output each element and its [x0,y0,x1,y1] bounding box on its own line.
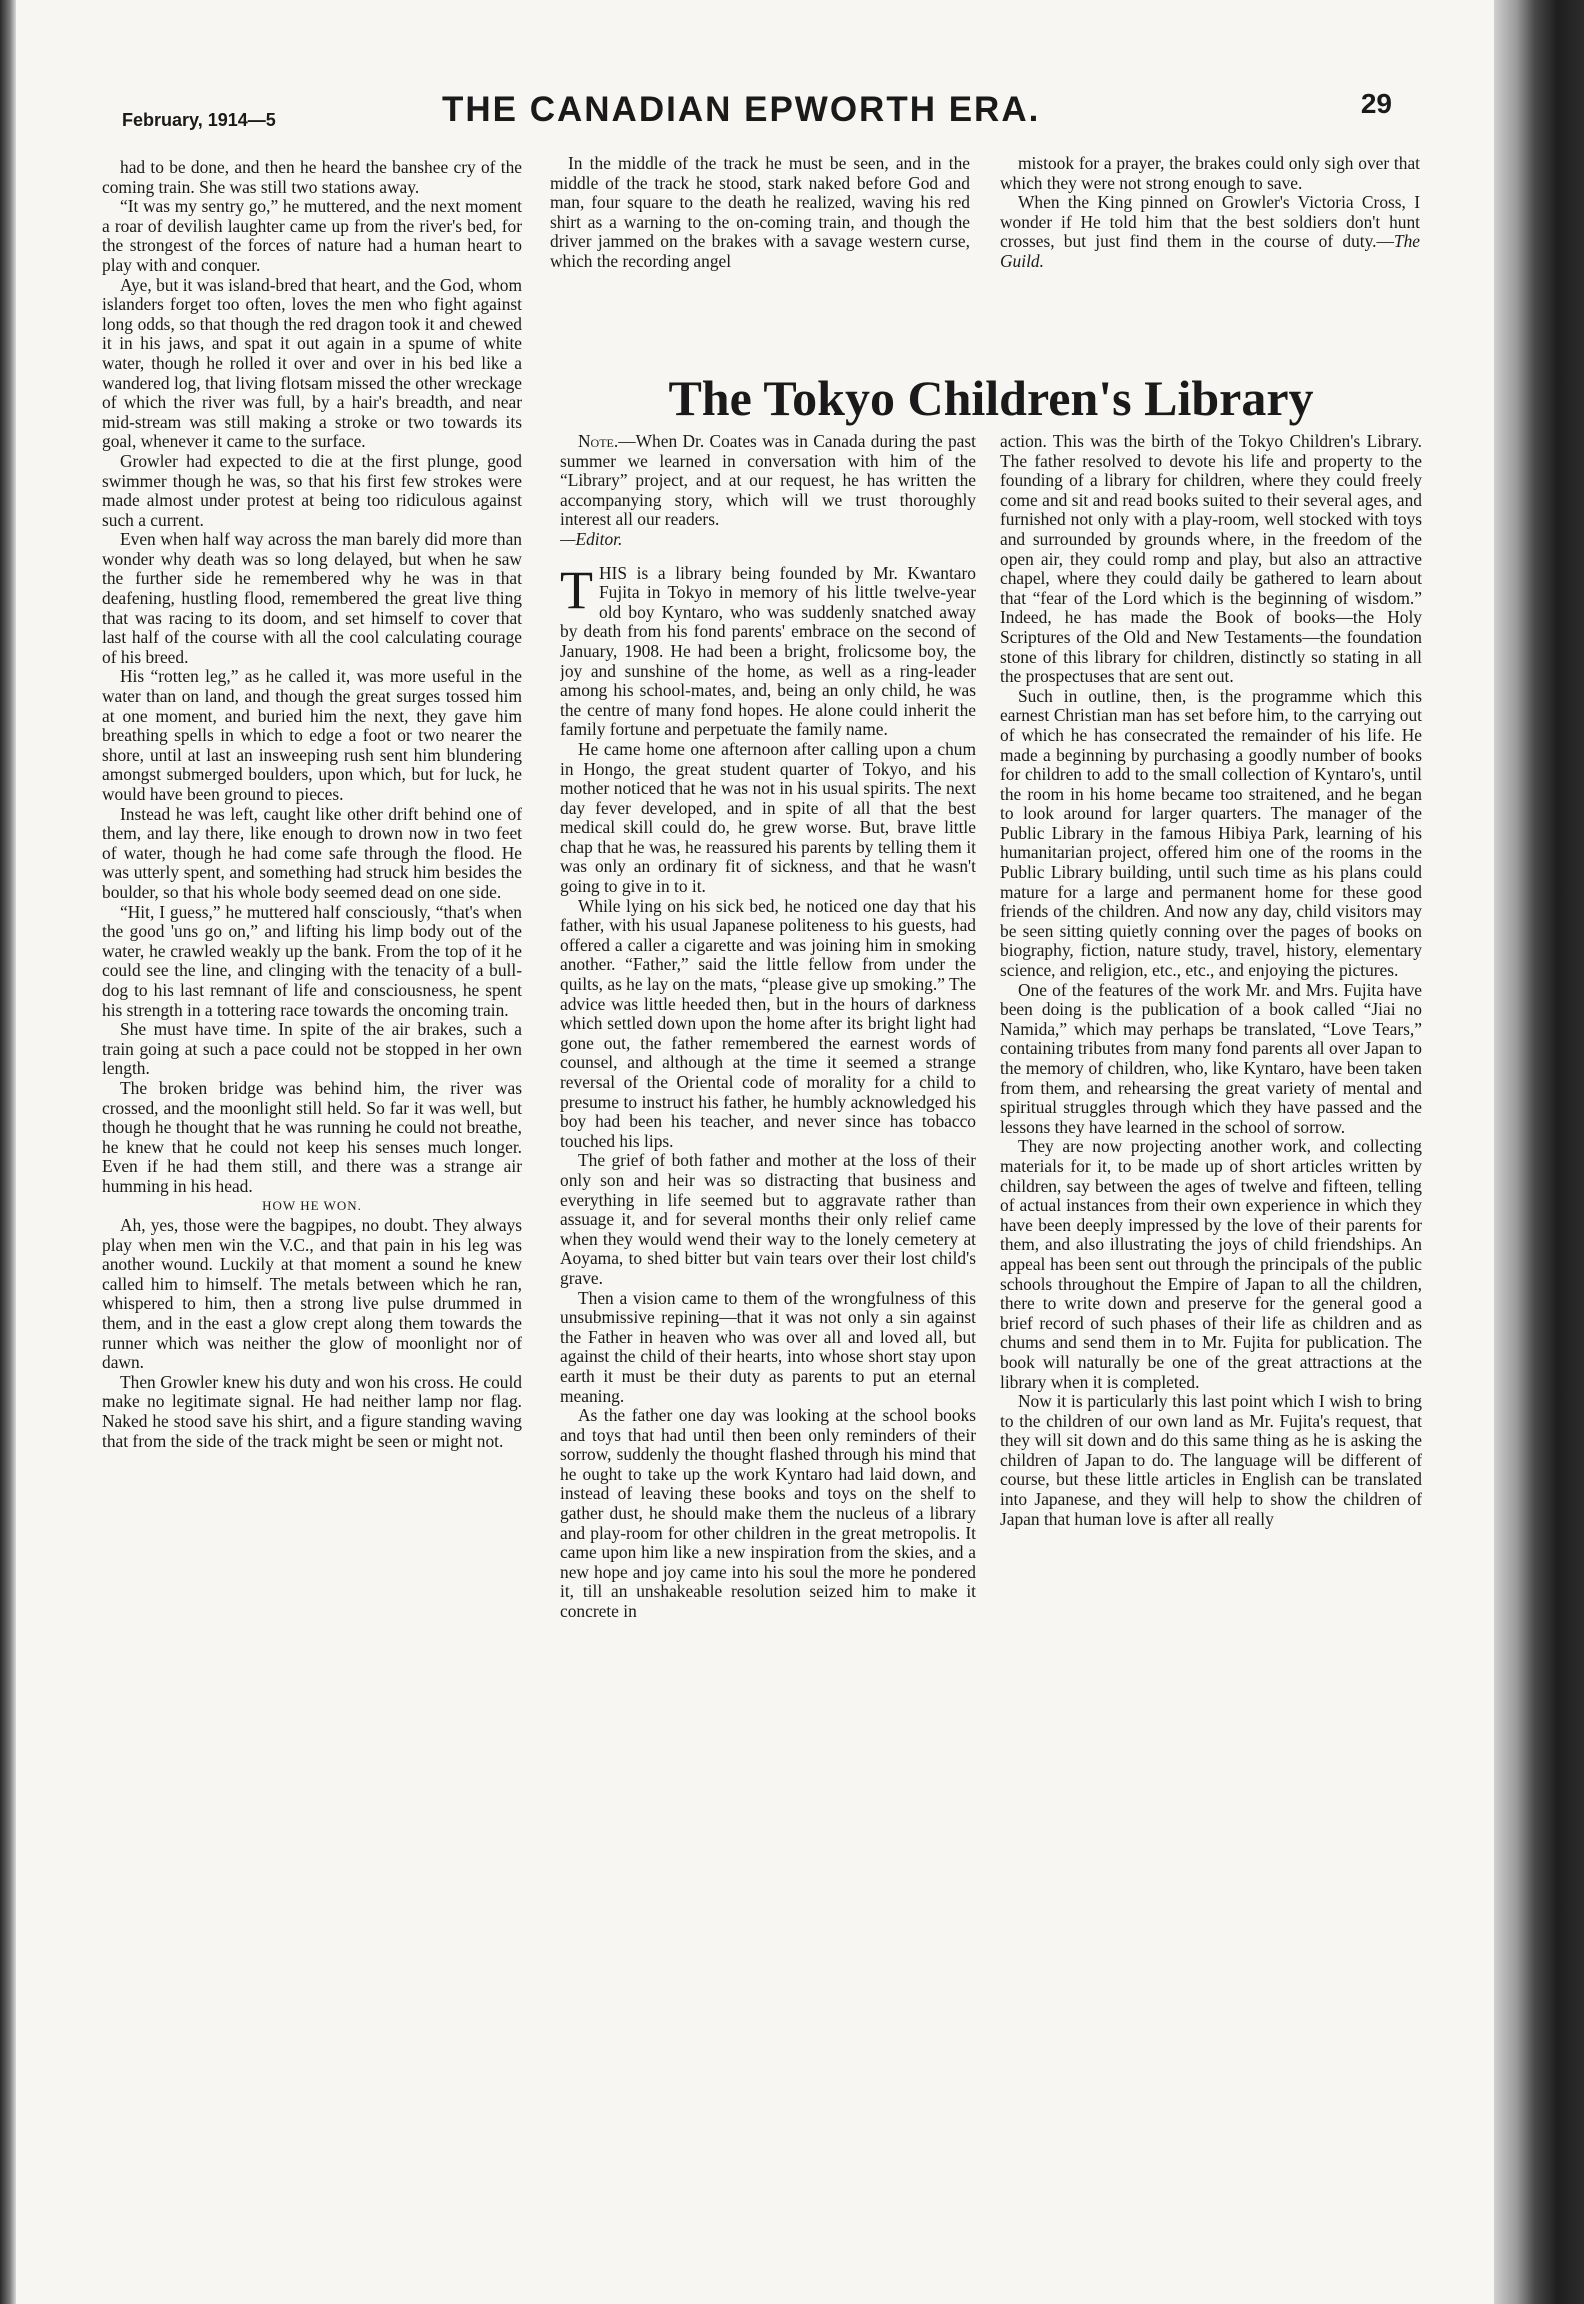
binding-shadow-left [0,0,16,2304]
page-number: 29 [1360,88,1392,119]
drop-cap: T [560,559,593,620]
paragraph: “It was my sentry go,” he muttered, and the next moment a roar of devilish laughter came up from the river's bed, for the strongest of the forces of nature had a human heart to play with and conquer. [102,196,522,275]
paragraph: His “rotten leg,” as he called it, was more useful in the water than on land, and though the great surges tossed him at one moment, and buried him the next, they gave him breathing spells in which to edge a foot or two nearer the shore, until at last an insweeping rush sent him blundering amongst submerged boulders, upon which, but for luck, he would have been ground to pieces. [102,666,522,804]
issue-date: February, 1914—5 [122,110,276,130]
paragraph: She must have time. In spite of the air brakes, such a train going at such a pace could not be stopped in her own length. [102,1019,522,1079]
column-2-top [550,154,970,339]
paragraph: action. This was the birth of the Tokyo Children's Library. The father resolved to devote his life and property to the founding of a library for children, where they could freely come and sit and read books suited to their several ages, and furnished not only with a play-room, well stocked with toys and surrounded by grounds where, in the freedom of the open air, they could romp and play, but also an attractive chapel, where they could daily be gathered to learn about that “fear of the Lord which is the beginning of wisdom.” Indeed, he has made the Book of books—the Holy Scriptures of the Old and New Testaments—the foundation stone of this library for children, distinctly so stating in all the prospectuses that are sent out. [1000,432,1422,687]
article-column-1 [560,432,976,2262]
paragraph: had to be done, and then he heard the banshee cry of the coming train. She was still two stations away. [102,158,522,197]
first-paragraph [560,559,976,740]
paragraph: Then a vision came to them of the wrongfulness of this unsubmissive repining—that it was not only a sin against the Father in heaven who was over all and loved all, but against the child of their hearts, into whose short stay upon earth it must be their duty as parents to put an eternal meaning. [560,1287,976,1406]
paragraph: Such in outline, then, is the programme which this earnest Christian man has set before him, to the carrying out of which he has consecrated the remainder of his life. He made a beginning by purchasing a goodly number of books for children to add to the small collection of Kyntaro's, until the room in his home became too straitened, and he began to look around for larger quarters. The manager of the Public Library in the famous Hibiya Park, learning of his humanitarian project, offered him one of the rooms in the Public Library building, until such time as his plans could mature for a large and permanent home for these good friends of the children. And now any day, child visitors may be seen sitting quietly conning over the pages of books on biography, fiction, nature study, travel, history, elementary science, and religion, etc., etc., and enjoying the pictures. [1000,685,1422,981]
source-signoff: The Guild. [1000,231,1420,271]
column-3-top [1000,154,1420,339]
note-text: —When Dr. Coates was in Canada during the past summer we learned in conversation with him of the “Library” project, and at our request, he has written the accompanying story, which will we trust thoroughly interest all our readers. [560,432,976,530]
column-1 [102,158,522,2258]
magazine-title: THE CANADIAN EPWORTH ERA. [442,90,1041,129]
paragraph [1000,193,1420,271]
note-label: Note. [578,432,619,451]
editor-signoff: —Editor. [560,528,623,549]
paragraph: While lying on his sick bed, he noticed one day that his father, with his usual Japanese politeness to his guests, had offered a caller a cigarette and was joining him in smoking another. “Father,” said the little fellow from under the quilts, as he lay on the mats, “please give up smoking.” The advice was little heeded then, but in the hours of darkness which settled down upon the home after its bright light had gone out, the father remembered the earnest words of counsel, and although at the time it seemed a strange reversal of the Oriental code of morality for a child to presume to instruct his father, he humbly acknowledged his boy had been his teacher, and never since has tobacco touched his lips. [560,895,976,1151]
paragraph-text: When the King pinned on Growler's Victoria Cross, I wonder if He told him that the best soldiers don't hunt crosses, but just find them in the course of duty.— [1000,192,1420,252]
paragraph: Ah, yes, those were the bagpipes, no doubt. They always play when men win the V.C., and that pain in his leg was another wound. Luckily at that moment a sound he knew called him to himself. The metals between which he ran, whispered to him, then a strong live pulse drummed in them, and in the east a glow crept along them towards the runner which was neither the glow of moonlight nor of dawn. [102,1215,522,1373]
paragraph: The broken bridge was behind him, the river was crossed, and the moonlight still held. So far it was well, but though he thought that he was running he could not breathe, he knew that he could not keep his senses much longer. Even if he had them still, and there was a strange air humming in his head. [102,1077,522,1196]
paragraph: He came home one afternoon after calling upon a chum in Hongo, the great student quarter of Tokyo, and his mother noticed that he was not in his usual spirits. The next day fever developed, and in spite of all that the best medical skill could do, he grew worse. But, brave little chap that he was, he reassured his parents by telling them it was only an ordinary fit of sickness, and that he wasn't going to give in to it. [560,738,976,897]
paragraph: As the father one day was looking at the school books and toys that had until then been only reminders of their sorrow, suddenly the thought flashed through his mind that he ought to take up the work Kyntaro had laid down, and instead of leaving these books and toys on the shelf to gather dust, he should make them the nucleus of a library and play-room for other children in the great metropolis. It came upon him like a new inspiration from the skies, and a new hope and joy came into his soul the more he pondered it, till an unshakeable resolution seized him to make it concrete in [560,1405,976,1622]
article-column-2 [1000,432,1422,2262]
paragraph: The grief of both father and mother at the loss of their only son and heir was so distracting that business and everything in life seemed but to aggravate rather than assuage it, and for several months their only relief came when they would wend their way to the lonely cemetery at Aoyama, to shed bitter but vain tears over their lost child's grave. [560,1150,976,1288]
paragraph: One of the features of the work Mr. and Mrs. Fujita have been doing is the publication of a book called “Jiai no Namida,” which may perhaps be translated, “Love Tears,” containing tributes from many fond parents all over Japan to the memory of children, who, like Kyntaro, have been taken from them, and rehearsing the great variety of mental and spiritual struggles through which they have passed and the lessons they have learned in the school of sorrow. [1000,979,1422,1137]
page-header [100,84,1410,130]
section-subhead: HOW HE WON. [262,1198,362,1214]
paragraph: “Hit, I guess,” he muttered half consciously, “that's when the good 'uns go on,” and lifting his limp body out of the water, he crawled weakly up the bank. From the top of it he could see the line, and clinging with the tenacity of a bull-dog to his last remnant of life and consciousness, he spent his strength in a tottering race towards the oncoming train. [102,901,522,1020]
paragraph: They are now projecting another work, and collecting materials for it, to be made up of short articles written by children, say between the ages of twelve and fifteen, telling of actual instances from their own experience in which they have been deeply impressed by the love of their parents for them, and also illustrating the joys of child friendships. An appeal has been sent out through the principals of the public schools throughout the Empire of Japan to all the children, there to write down and preserve for the general good a brief record of such phases of their life as children and as chums and send them in to Mr. Fujita for publication. The book will naturally be one of the great attractions at the library when it is completed. [1000,1136,1422,1392]
book-edge-right [1494,0,1584,2304]
paragraph: Then Growler knew his duty and won his cross. He could make no legitimate signal. He had neither lamp nor flag. Naked he stood save his shirt, and a figure standing waving that from the side of the track might be seen or might not. [102,1371,522,1451]
editor-note [560,432,976,550]
paragraph: Growler had expected to die at the first plunge, good swimmer though he was, so that his first few strokes were made almost under protest at being too ridiculous against such a current. [102,450,522,530]
paragraph: Now it is particularly this last point which I wish to bring to the children of our own land as Mr. Fujita's request, that they will sit down and do this same thing as he is asking the children of Japan to do. The language will be different of course, but these little articles in English can be translated into Japanese, and they will help to show the children of Japan that human love is after all really [1000,1391,1422,1529]
paragraph: Instead he was left, caught like other drift behind one of them, and lay there, like enough to drown now in two feet of water, though he had come safe through the flood. He was utterly spent, and something had struck him besides the boulder, so that his whole body seemed dead on one side. [102,803,522,902]
paragraph: Aye, but it was island-bred that heart, and the God, whom islanders forget too often, loves the men who fight against long odds, so that though the red dragon took it and chewed it in his jaws, and spat it out again in a spume of white water, though he rolled it over and over in his bed like a wandered log, that living flotsam missed the other wreckage of which the river was full, by a hair's breadth, and near mid-stream was still making a stroke or two towards its goal, whenever it came to the surface. [102,274,522,452]
article-title: The Tokyo Children's Library [668,370,1314,426]
paragraph: mistook for a prayer, the brakes could only sigh over that which they were not strong enough to save. [1000,154,1420,193]
paragraph: In the middle of the track he must be seen, and in the middle of the track he stood, stark naked before God and man, four square to the death he realized, waving his red shirt as a warning to the on-coming train, and though the driver jammed on the brakes with a savage western curse, which the recording angel [550,154,970,271]
paragraph: Even when half way across the man barely did more than wonder why death was so long delayed, but when he saw the further side he remembered why he was in that deafening, hustling flood, remembered the great live thing that was racing to its doom, and set himself to cover that last half of the course with all the cool calculating courage of his breed. [102,529,522,667]
first-paragraph-text: HIS is a library being founded by Mr. Kwantaro Fujita in Tokyo in memory of his little twelve-year old boy Kyntaro, who was suddenly snatched away by death from his fond parents' embrace on the second of January, 1908. He had been a bright, frolicsome boy, the joy and sunshine of the home, as well as a ring-leader among his school-mates, and, being an only child, he was the centre of many fond hopes. He alone could inherit the family fortune and perpetuate the family name. [560,562,976,740]
